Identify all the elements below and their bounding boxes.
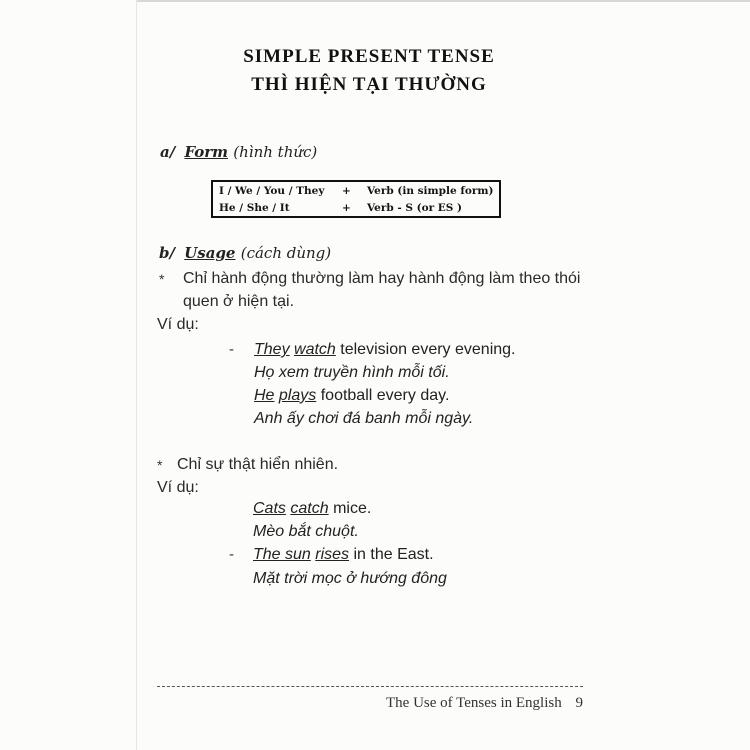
use-description-line: Chỉ sự thật hiển nhiên.: [177, 456, 339, 473]
example-verb: rises: [315, 546, 350, 563]
form-word: Form: [184, 143, 229, 161]
form-verb: Verb - S (or ES ): [367, 202, 463, 214]
example-label: Ví dụ:: [157, 479, 199, 496]
example-subject: They: [254, 341, 290, 358]
example-rest: football every day.: [320, 387, 450, 404]
example-translation: Anh ấy chơi đá banh mỗi ngày.: [254, 410, 474, 427]
example-verb: watch: [294, 341, 336, 358]
page-edge-left: [136, 0, 137, 750]
example-dash: -: [229, 341, 234, 358]
example-translation: Mặt trời mọc ở hướng đông: [253, 570, 447, 587]
example-translation: Mèo bắt chuột.: [253, 523, 359, 540]
form-table: [211, 180, 501, 218]
form-subject: I / We / You / They: [219, 185, 325, 197]
example-subject: The sun: [253, 546, 311, 563]
example-subject: He: [254, 387, 275, 404]
page-number: 9: [575, 695, 583, 711]
form-verb: Verb (in simple form): [367, 185, 494, 197]
form-heading: [160, 143, 317, 161]
example-rest: in the East.: [353, 546, 434, 563]
form-plus: +: [342, 202, 351, 214]
form-gloss: (hình thức): [233, 143, 318, 161]
example-rest: mice.: [333, 500, 372, 517]
use-description-line: Chỉ hành động thường làm hay hành động làm theo thói: [183, 270, 581, 287]
bullet-marker: *: [159, 271, 165, 287]
bullet-marker: *: [157, 457, 163, 473]
form-marker: a/: [160, 143, 176, 161]
example-sentence: [254, 387, 449, 405]
example-dash: -: [229, 546, 234, 563]
book-title: The Use of Tenses in English: [386, 695, 562, 711]
title-vietnamese: THÌ HIỆN TẠI THƯỜNG: [251, 74, 487, 95]
page-footer: [386, 695, 583, 712]
usage-heading: [159, 244, 331, 262]
example-label: Ví dụ:: [157, 316, 199, 333]
example-translation: Họ xem truyền hình mỗi tối.: [254, 364, 450, 381]
example-subject: Cats: [253, 500, 286, 517]
form-subject: He / She / It: [219, 202, 290, 214]
page-edge-top: [136, 0, 750, 2]
form-row: [213, 202, 499, 218]
example-sentence: [253, 500, 371, 518]
example-verb: catch: [290, 500, 329, 517]
example-verb: plays: [278, 387, 317, 404]
example-rest: television every evening.: [340, 341, 516, 358]
usage-word: Usage: [184, 244, 236, 262]
usage-gloss: (cách dùng): [240, 244, 332, 262]
title-english: SIMPLE PRESENT TENSE: [243, 46, 495, 67]
form-plus: +: [342, 185, 351, 197]
use-description-line: quen ở hiện tại.: [183, 293, 295, 310]
form-row: [213, 185, 499, 201]
example-sentence: [254, 341, 516, 359]
example-sentence: [253, 546, 434, 564]
footer-rule: [157, 686, 583, 687]
usage-marker: b/: [159, 244, 175, 262]
